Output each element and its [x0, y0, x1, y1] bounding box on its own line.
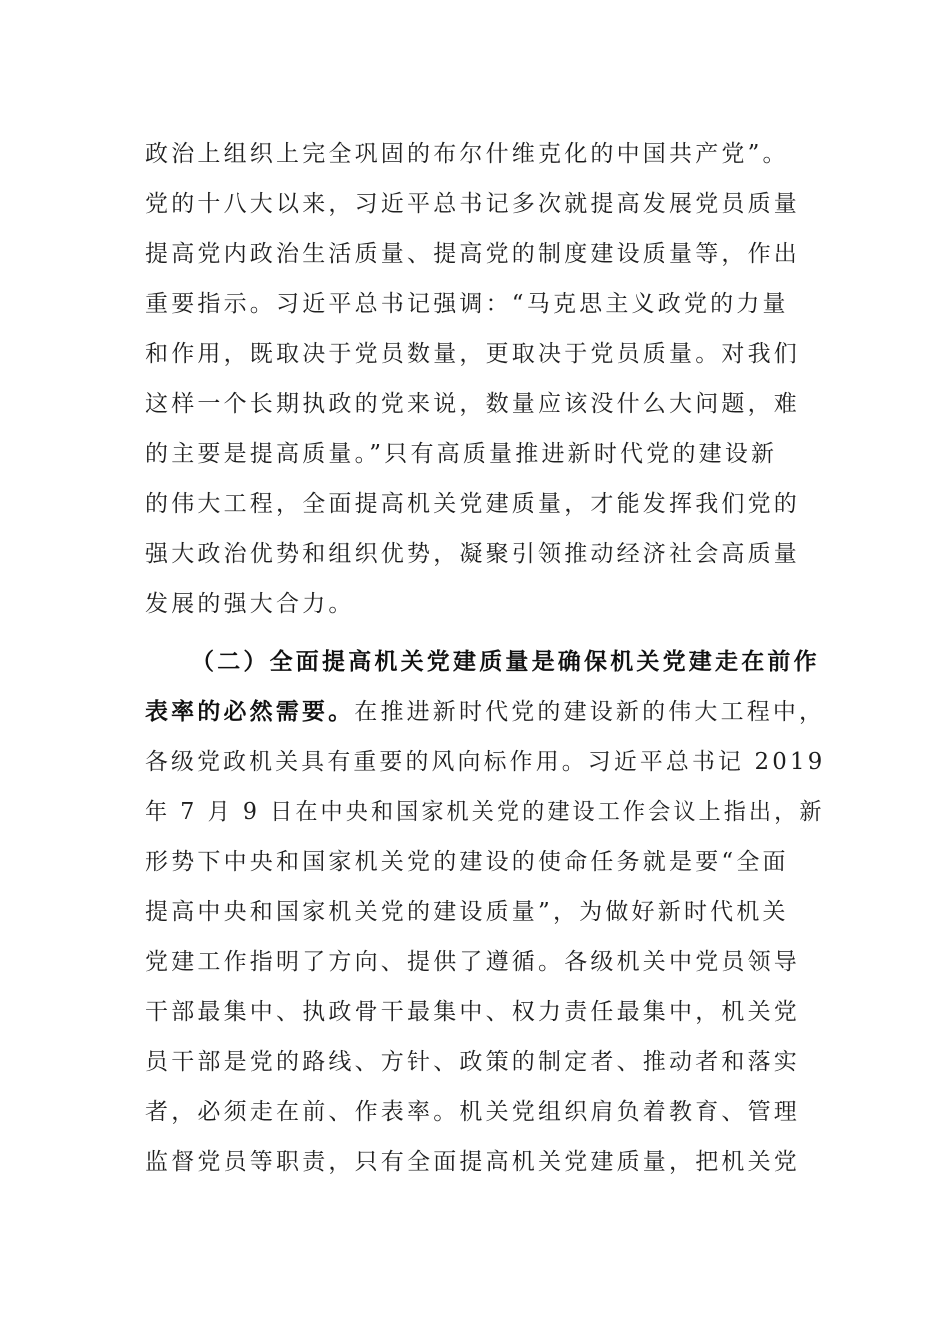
- text-line: 党建工作指明了方向、提供了遵循。各级机关中党员领导: [145, 949, 800, 975]
- text-line: 的主要是提高质量。”只有高质量推进新时代党的建设新: [145, 441, 778, 467]
- text-line: 的伟大工程，全面提高机关党建质量，才能发挥我们党的: [145, 491, 800, 517]
- text-line: 强大政治优势和组织优势，凝聚引领推动经济社会高质量: [145, 541, 800, 567]
- text-line: 政治上组织上完全巩固的布尔什维克化的中国共产党”。: [145, 141, 789, 167]
- text-line: [145, 687, 824, 737]
- text-line: 干部最集中、执政骨干最集中、权力责任最集中，机关党: [145, 999, 800, 1025]
- text-span: 在推进新时代党的建设新的伟大工程中，: [354, 699, 826, 725]
- text-line: 各级党政机关具有重要的风向标作用。习近平总书记 2019: [145, 749, 826, 775]
- paragraph-1: [145, 129, 825, 629]
- section-heading: （二）全面提高机关党建质量是确保机关党建走在前作: [191, 648, 820, 675]
- text-line: 重要指示。习近平总书记强调：“马克思主义政党的力量: [145, 291, 789, 317]
- text-line: 和作用，既取决于党员数量，更取决于党员质量。对我们: [145, 341, 800, 367]
- text-line: 形势下中央和国家机关党的建设的使命任务就是要“全面: [145, 849, 789, 875]
- text-line: 监督党员等职责，只有全面提高机关党建质量，把机关党: [145, 1149, 800, 1175]
- text-line: 发展的强大合力。: [145, 591, 355, 617]
- text-line: 年 7 月 9 日在中央和国家机关党的建设工作会议上指出，新: [145, 799, 825, 825]
- section-heading-end: 表率的必然需要。: [145, 698, 355, 725]
- text-line: 者，必须走在前、作表率。机关党组织肩负着教育、管理: [145, 1099, 800, 1125]
- text-line: 员干部是党的路线、方针、政策的制定者、推动者和落实: [145, 1049, 800, 1075]
- text-line: 党的十八大以来，习近平总书记多次就提高发展党员质量: [145, 191, 800, 217]
- text-line: 这样一个长期执政的党来说，数量应该没什么大问题，难: [145, 391, 800, 417]
- text-line: 提高党内政治生活质量、提高党的制度建设质量等，作出: [145, 241, 800, 267]
- paragraph-2: [145, 637, 825, 1187]
- text-line: 提高中央和国家机关党的建设质量”，为做好新时代机关: [145, 899, 789, 925]
